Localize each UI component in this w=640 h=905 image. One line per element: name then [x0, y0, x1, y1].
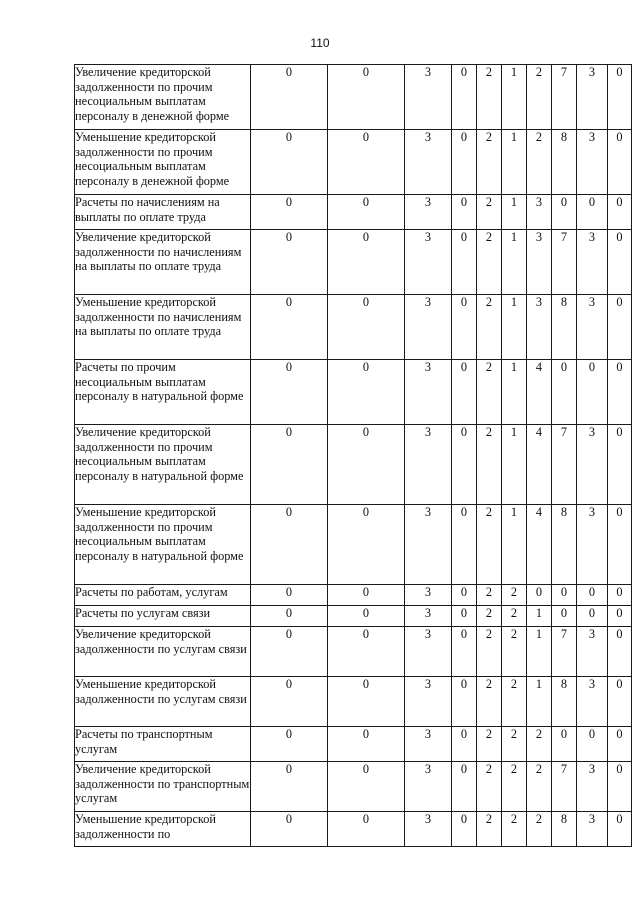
code-digit-cell: 4 [527, 425, 552, 505]
code-digit-cell: 0 [552, 195, 577, 230]
account-name-cell: Увеличение кредиторской задолженности по прочим несоциальным выплатам персоналу в натуральной форме [75, 425, 251, 505]
code-digit-cell: 3 [527, 295, 552, 360]
code-digit-cell: 0 [251, 195, 328, 230]
code-digit-cell: 4 [527, 360, 552, 425]
code-digit-cell: 3 [405, 727, 452, 762]
code-digit-cell: 2 [477, 360, 502, 425]
code-digit-cell: 8 [552, 812, 577, 847]
code-digit-cell: 3 [577, 505, 608, 585]
table-row [75, 627, 632, 677]
code-digit-cell: 4 [527, 505, 552, 585]
code-digit-cell: 8 [552, 677, 577, 727]
code-digit-cell: 2 [502, 762, 527, 812]
account-name-cell: Расчеты по начислениям на выплаты по оплате труда [75, 195, 251, 230]
code-digit-cell: 0 [577, 585, 608, 606]
code-digit-cell: 0 [608, 812, 632, 847]
table-row [75, 677, 632, 727]
code-digit-cell: 0 [328, 727, 405, 762]
table-row [75, 606, 632, 627]
table-body [75, 65, 632, 847]
code-digit-cell: 0 [328, 295, 405, 360]
code-digit-cell: 0 [577, 360, 608, 425]
code-digit-cell: 0 [452, 505, 477, 585]
code-digit-cell: 8 [552, 130, 577, 195]
code-digit-cell: 0 [251, 230, 328, 295]
account-name-cell: Уменьшение кредиторской задолженности по прочим несоциальным выплатам персоналу в денежной форме [75, 130, 251, 195]
code-digit-cell: 3 [405, 195, 452, 230]
code-digit-cell: 2 [477, 762, 502, 812]
code-digit-cell: 0 [251, 762, 328, 812]
code-digit-cell: 2 [477, 195, 502, 230]
code-digit-cell: 0 [552, 727, 577, 762]
table-row [75, 505, 632, 585]
code-digit-cell: 0 [608, 130, 632, 195]
code-digit-cell: 0 [452, 65, 477, 130]
code-digit-cell: 0 [608, 505, 632, 585]
code-digit-cell: 2 [477, 130, 502, 195]
code-digit-cell: 2 [527, 762, 552, 812]
code-digit-cell: 0 [251, 65, 328, 130]
code-digit-cell: 8 [552, 295, 577, 360]
account-name-cell: Уменьшение кредиторской задолженности по начислениям на выплаты по оплате труда [75, 295, 251, 360]
code-digit-cell: 2 [502, 627, 527, 677]
code-digit-cell: 0 [608, 585, 632, 606]
code-digit-cell: 3 [527, 195, 552, 230]
account-name-cell: Увеличение кредиторской задолженности по транспортным услугам [75, 762, 251, 812]
code-digit-cell: 1 [502, 65, 527, 130]
code-digit-cell: 0 [251, 295, 328, 360]
code-digit-cell: 0 [328, 762, 405, 812]
code-digit-cell: 0 [452, 360, 477, 425]
table-row [75, 812, 632, 847]
code-digit-cell: 0 [608, 230, 632, 295]
code-digit-cell: 2 [502, 585, 527, 606]
code-digit-cell: 2 [502, 606, 527, 627]
code-digit-cell: 0 [452, 762, 477, 812]
code-digit-cell: 0 [608, 360, 632, 425]
code-digit-cell: 0 [452, 677, 477, 727]
code-digit-cell: 0 [452, 130, 477, 195]
code-digit-cell: 1 [502, 360, 527, 425]
code-digit-cell: 3 [405, 360, 452, 425]
code-digit-cell: 0 [251, 677, 328, 727]
code-digit-cell: 3 [577, 812, 608, 847]
code-digit-cell: 7 [552, 425, 577, 505]
code-digit-cell: 7 [552, 230, 577, 295]
table-row [75, 295, 632, 360]
code-digit-cell: 0 [452, 295, 477, 360]
code-digit-cell: 0 [608, 727, 632, 762]
code-digit-cell: 2 [527, 130, 552, 195]
code-digit-cell: 2 [527, 812, 552, 847]
code-digit-cell: 0 [251, 360, 328, 425]
code-digit-cell: 0 [577, 727, 608, 762]
code-digit-cell: 0 [552, 606, 577, 627]
code-digit-cell: 0 [328, 585, 405, 606]
code-digit-cell: 3 [405, 230, 452, 295]
code-digit-cell: 0 [251, 606, 328, 627]
code-digit-cell: 3 [405, 627, 452, 677]
code-digit-cell: 0 [577, 606, 608, 627]
code-digit-cell: 0 [452, 812, 477, 847]
code-digit-cell: 3 [577, 677, 608, 727]
table-row [75, 425, 632, 505]
account-name-cell: Увеличение кредиторской задолженности по прочим несоциальным выплатам персоналу в денежной форме [75, 65, 251, 130]
code-digit-cell: 8 [552, 505, 577, 585]
code-digit-cell: 3 [405, 425, 452, 505]
account-name-cell: Увеличение кредиторской задолженности по начислениям на выплаты по оплате труда [75, 230, 251, 295]
code-digit-cell: 2 [502, 812, 527, 847]
code-digit-cell: 0 [608, 677, 632, 727]
code-digit-cell: 0 [328, 130, 405, 195]
code-digit-cell: 1 [502, 295, 527, 360]
code-digit-cell: 2 [477, 65, 502, 130]
code-digit-cell: 0 [527, 585, 552, 606]
code-digit-cell: 0 [251, 585, 328, 606]
code-digit-cell: 0 [452, 627, 477, 677]
code-digit-cell: 0 [251, 812, 328, 847]
table-row [75, 762, 632, 812]
code-digit-cell: 3 [577, 230, 608, 295]
code-digit-cell: 3 [577, 130, 608, 195]
code-digit-cell: 0 [452, 425, 477, 505]
code-digit-cell: 0 [608, 606, 632, 627]
account-name-cell: Уменьшение кредиторской задолженности по прочим несоциальным выплатам персоналу в натуральной форме [75, 505, 251, 585]
code-digit-cell: 0 [452, 230, 477, 295]
account-name-cell: Расчеты по услугам связи [75, 606, 251, 627]
code-digit-cell: 0 [328, 677, 405, 727]
code-digit-cell: 3 [405, 65, 452, 130]
account-name-cell: Увеличение кредиторской задолженности по услугам связи [75, 627, 251, 677]
code-digit-cell: 2 [502, 727, 527, 762]
code-digit-cell: 1 [527, 677, 552, 727]
code-digit-cell: 0 [608, 627, 632, 677]
code-digit-cell: 3 [405, 130, 452, 195]
code-digit-cell: 0 [328, 812, 405, 847]
code-digit-cell: 2 [477, 677, 502, 727]
code-digit-cell: 2 [477, 812, 502, 847]
code-digit-cell: 2 [477, 505, 502, 585]
code-digit-cell: 1 [502, 130, 527, 195]
code-digit-cell: 1 [502, 230, 527, 295]
code-digit-cell: 2 [477, 727, 502, 762]
code-digit-cell: 0 [608, 762, 632, 812]
code-digit-cell: 0 [552, 360, 577, 425]
code-digit-cell: 0 [608, 65, 632, 130]
code-digit-cell: 0 [328, 627, 405, 677]
table-row [75, 360, 632, 425]
code-digit-cell: 0 [552, 585, 577, 606]
code-digit-cell: 1 [502, 505, 527, 585]
code-digit-cell: 1 [527, 606, 552, 627]
code-digit-cell: 3 [577, 425, 608, 505]
account-name-cell: Уменьшение кредиторской задолженности по услугам связи [75, 677, 251, 727]
code-digit-cell: 7 [552, 65, 577, 130]
account-name-cell: Расчеты по транспортным услугам [75, 727, 251, 762]
code-digit-cell: 0 [328, 195, 405, 230]
table-row [75, 585, 632, 606]
code-digit-cell: 2 [477, 295, 502, 360]
account-codes-table [74, 64, 632, 847]
code-digit-cell: 2 [477, 585, 502, 606]
code-digit-cell: 0 [608, 425, 632, 505]
code-digit-cell: 2 [502, 677, 527, 727]
code-digit-cell: 0 [328, 360, 405, 425]
account-name-cell: Расчеты по прочим несоциальным выплатам персоналу в натуральной форме [75, 360, 251, 425]
code-digit-cell: 2 [527, 727, 552, 762]
code-digit-cell: 0 [251, 505, 328, 585]
code-digit-cell: 0 [251, 627, 328, 677]
code-digit-cell: 2 [477, 627, 502, 677]
code-digit-cell: 1 [502, 195, 527, 230]
code-digit-cell: 0 [608, 195, 632, 230]
table-row [75, 727, 632, 762]
code-digit-cell: 0 [251, 425, 328, 505]
code-digit-cell: 3 [577, 65, 608, 130]
page-number: 110 [310, 36, 330, 50]
code-digit-cell: 3 [577, 627, 608, 677]
code-digit-cell: 3 [405, 295, 452, 360]
code-digit-cell: 2 [477, 606, 502, 627]
code-digit-cell: 0 [608, 295, 632, 360]
code-digit-cell: 0 [328, 425, 405, 505]
code-digit-cell: 0 [328, 606, 405, 627]
code-digit-cell: 3 [577, 762, 608, 812]
code-digit-cell: 3 [577, 295, 608, 360]
code-digit-cell: 0 [251, 130, 328, 195]
code-digit-cell: 0 [328, 230, 405, 295]
code-digit-cell: 0 [251, 727, 328, 762]
table-row [75, 195, 632, 230]
code-digit-cell: 3 [405, 812, 452, 847]
table-row [75, 230, 632, 295]
code-digit-cell: 3 [405, 505, 452, 585]
code-digit-cell: 0 [452, 606, 477, 627]
code-digit-cell: 0 [577, 195, 608, 230]
account-name-cell: Уменьшение кредиторской задолженности по [75, 812, 251, 847]
code-digit-cell: 0 [328, 65, 405, 130]
code-digit-cell: 2 [477, 425, 502, 505]
code-digit-cell: 2 [527, 65, 552, 130]
code-digit-cell: 1 [527, 627, 552, 677]
code-digit-cell: 7 [552, 627, 577, 677]
code-digit-cell: 3 [405, 762, 452, 812]
code-digit-cell: 0 [452, 585, 477, 606]
code-digit-cell: 0 [328, 505, 405, 585]
code-digit-cell: 3 [527, 230, 552, 295]
code-digit-cell: 3 [405, 585, 452, 606]
code-digit-cell: 2 [477, 230, 502, 295]
table-row [75, 65, 632, 130]
code-digit-cell: 0 [452, 727, 477, 762]
account-name-cell: Расчеты по работам, услугам [75, 585, 251, 606]
code-digit-cell: 0 [452, 195, 477, 230]
code-digit-cell: 3 [405, 677, 452, 727]
code-digit-cell: 7 [552, 762, 577, 812]
table-row [75, 130, 632, 195]
code-digit-cell: 1 [502, 425, 527, 505]
code-digit-cell: 3 [405, 606, 452, 627]
